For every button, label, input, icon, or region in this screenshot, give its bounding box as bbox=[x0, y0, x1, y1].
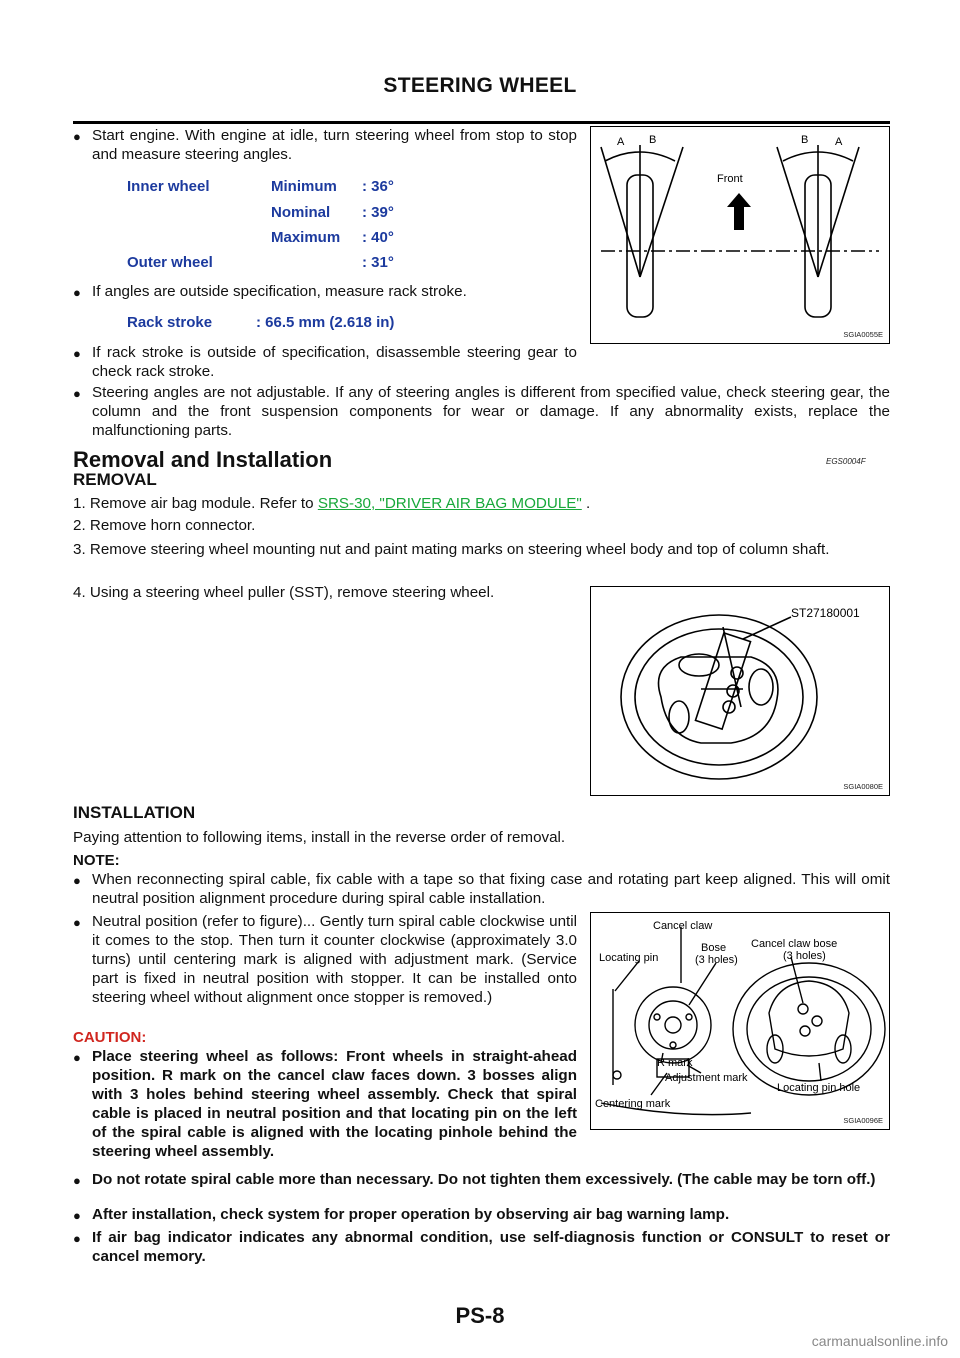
caution-4: If air bag indicator indicates any abnormal condition, use self-diagnosis function or CONSULT to reset or cancel memory. bbox=[92, 1229, 890, 1265]
figure-steering-puller bbox=[590, 586, 890, 796]
spec-nom-label: Nominal bbox=[271, 204, 331, 221]
figure-code: SGIA0080E bbox=[843, 782, 883, 791]
bullet-icon: ● bbox=[73, 1208, 81, 1223]
label-bose: Bose bbox=[701, 942, 727, 954]
intro-bullet-3: If rack stroke is outside of specification, disassemble steering gear to check rack stroke. bbox=[92, 344, 577, 380]
intro-bullet-1: Start engine. With engine at idle, turn steering wheel from stop to stop and measure steering angles. bbox=[92, 127, 577, 163]
watermark: carmanualsonline.info bbox=[811, 1333, 948, 1349]
removal-heading: REMOVAL bbox=[73, 470, 157, 489]
bullet-icon: ● bbox=[73, 346, 81, 361]
bullet-icon: ● bbox=[73, 873, 81, 888]
label-a-left: A bbox=[617, 136, 625, 148]
figure-steering-angle bbox=[590, 126, 890, 344]
label-locating-pin: Locating pin bbox=[599, 952, 659, 964]
spec-nom-value: : 39° bbox=[362, 204, 394, 221]
label-b-right: B bbox=[801, 134, 809, 146]
bullet-icon: ● bbox=[73, 129, 81, 144]
bullet-icon: ● bbox=[73, 285, 81, 300]
installation-heading: INSTALLATION bbox=[73, 803, 196, 822]
bullet-icon: ● bbox=[73, 1173, 81, 1188]
note-label: NOTE: bbox=[73, 852, 120, 869]
removal-step-3: 3. Remove steering wheel mounting nut and paint mating marks on steering wheel body and top of column shaft. bbox=[73, 541, 830, 558]
tool-number: ST27180001 bbox=[791, 606, 860, 620]
label-cancel-claw-bose: Cancel claw bose bbox=[751, 938, 838, 950]
removal-step-4: 4. Using a steering wheel puller (SST), remove steering wheel. bbox=[73, 584, 495, 601]
intro-bullet-4: Steering angles are not adjustable. If any of steering angles is different from specified value, check steering gear, the column and the front suspension components for wear or damage. If any abnormality exists, replace the malfunctioning parts. bbox=[92, 384, 890, 439]
label-a-right: A bbox=[835, 136, 843, 148]
rack-stroke-value: : 66.5 mm (2.618 in) bbox=[256, 314, 395, 331]
spec-max-label: Maximum bbox=[271, 229, 341, 246]
bullet-icon: ● bbox=[73, 386, 81, 401]
figure-spiral-cable bbox=[590, 912, 890, 1130]
section-code: EGS0004F bbox=[826, 457, 866, 466]
spec-max-value: : 40° bbox=[362, 229, 394, 246]
bullet-icon: ● bbox=[73, 1231, 81, 1246]
caution-1: Place steering wheel as follows: Front wheels in straight-ahead position. R mark on the cancel claw faces down. 3 bosses align with 3 holes behind steering wheel assembly. Check that spiral cable is placed in neutral position and that locating pin on the left of the spiral cable is aligned with the locating pinhole behind the steering wheel assembly. bbox=[92, 1048, 577, 1160]
spiral-cable-diagram bbox=[591, 913, 889, 1129]
page-title: STEERING WHEEL bbox=[383, 74, 577, 97]
spec-outer-label: Outer wheel bbox=[127, 254, 213, 271]
figure-code: SGIA0096E bbox=[843, 1116, 883, 1125]
front-arrow-icon bbox=[727, 193, 751, 230]
steering-angle-diagram bbox=[591, 127, 889, 343]
label-centering-mark: Centering mark bbox=[595, 1098, 671, 1110]
removal-step-1: 1. Remove air bag module. Refer to SRS-30, "DRIVER AIR BAG MODULE" . bbox=[73, 495, 591, 512]
bullet-icon: ● bbox=[73, 915, 81, 930]
label-adjustment-mark: Adjustment mark bbox=[665, 1072, 748, 1084]
rack-stroke-label: Rack stroke bbox=[127, 314, 213, 331]
bullet-icon: ● bbox=[73, 1050, 81, 1065]
caution-label: CAUTION: bbox=[73, 1029, 147, 1046]
label-cancel-claw: Cancel claw bbox=[653, 920, 713, 932]
figure-code: SGIA0055E bbox=[843, 330, 883, 339]
label-locating-pin-hole: Locating pin hole bbox=[777, 1082, 861, 1094]
page-number: PS-8 bbox=[455, 1303, 505, 1328]
steering-puller-diagram bbox=[591, 587, 889, 795]
label-bose-holes: (3 holes) bbox=[695, 954, 738, 966]
spec-min-value: : 36° bbox=[362, 178, 394, 195]
section-title: Removal and Installation bbox=[73, 447, 333, 472]
label-front: Front bbox=[717, 173, 743, 185]
removal-step-2: 2. Remove horn connector. bbox=[73, 517, 256, 534]
caution-3: After installation, check system for proper operation by observing air bag warning lamp. bbox=[92, 1206, 730, 1223]
label-b-left: B bbox=[649, 134, 657, 146]
spec-min-label: Minimum bbox=[271, 178, 337, 195]
spec-outer-value: : 31° bbox=[362, 254, 394, 271]
note-1: When reconnecting spiral cable, fix cable with a tape so that fixing case and rotating part keep aligned. This will omit neutral position alignment procedure during spiral cable installation. bbox=[92, 871, 890, 907]
note-2: Neutral position (refer to figure)... Gently turn spiral cable clockwise until it comes to the stop. Then turn it counter clockwise (approximately 3.0 turns) until centering mark is aligned with adjustment mark. (Service part is fixed in neutral position with stopper. It can be installed onto steering wheel without alignment once stopper is removed.) bbox=[92, 913, 577, 1006]
srs-30-link[interactable]: SRS-30, "DRIVER AIR BAG MODULE" bbox=[317, 495, 582, 512]
label-cancel-claw-bose-holes: (3 holes) bbox=[783, 950, 826, 962]
label-r-mark: R mark bbox=[657, 1057, 693, 1069]
installation-intro: Paying attention to following items, install in the reverse order of removal. bbox=[73, 829, 566, 846]
header-rule bbox=[73, 121, 890, 124]
spec-inner-label: Inner wheel bbox=[127, 178, 210, 195]
intro-bullet-2: If angles are outside specification, measure rack stroke. bbox=[92, 283, 467, 300]
caution-2: Do not rotate spiral cable more than necessary. Do not tighten them excessively. (The cable may be torn off.) bbox=[92, 1171, 876, 1188]
